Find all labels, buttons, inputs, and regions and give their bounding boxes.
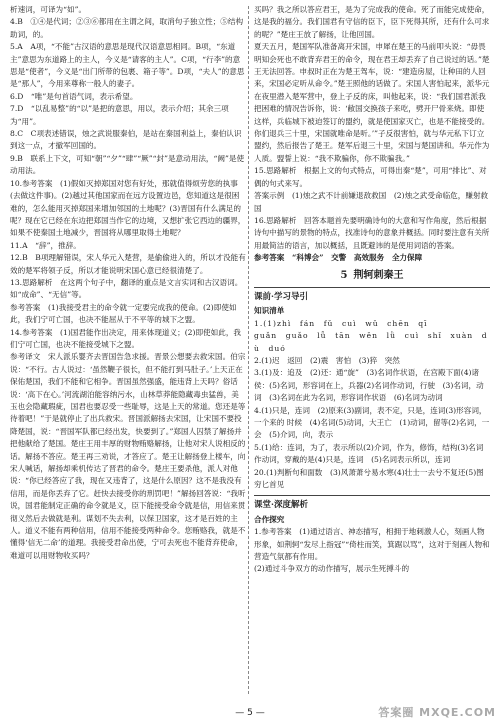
answer-item: 2.(1)迟 返回 (2)震 害怕 (3)猝 突然 bbox=[254, 355, 400, 365]
paragraph: 11.A “辞”，推辞。 bbox=[10, 240, 81, 250]
lesson-number: 5 bbox=[340, 269, 348, 281]
paragraph: 13.思路解析 在这两个句子中，翻译的重点是文言实词和古汉语词。如“成命”、“无信”等。 bbox=[10, 277, 243, 300]
subsection-heading: 知识清单 bbox=[254, 306, 285, 316]
section-heading-in: 课堂·深度解析 bbox=[254, 495, 490, 511]
watermark-logo: 答案圈 MXQE.COM bbox=[378, 706, 496, 719]
column-divider bbox=[248, 6, 249, 694]
paragraph: 买吗？我之所以答应君王，是为了完成我的使命。死了而能完成使命，这是我的福分。我们国君有守信的臣下，臣下死得其所，还有什么可求的呢？”楚庄王放了解扬，让他回国。 bbox=[254, 5, 490, 39]
section-heading-pre: 课前·学习导引 bbox=[254, 287, 490, 303]
answer-item: 3.(1)及：追及 (2)还：通“旋” (3)名词作状语，在宫殿下面(4)诸侯：(5)名词，形容词在上，兵器(2)名词作动词，行驶 (3)名词，动词 (3)名词在此为名词，形容词作状语 (6)名词为动词 bbox=[254, 368, 484, 403]
subsection-heading: 合作探究 bbox=[254, 514, 285, 524]
paragraph: 10.参考答案 (1)假如灭掉郑国对您有好处，那就值得烦劳您的执事(去做这件事)。(2)越过其他国家而在远方设置边邑，您知道这是很困难的，怎么能用灭掉郑国来增加邻国的土地呢？(3)晋国有什么满足的呢？现在它已经在东边把郑国当作它的边境，又想扩张它西边的疆界，如果不使秦国土地减少，晋国将从哪里取得土地呢？ bbox=[10, 178, 246, 238]
paragraph: 1.参考答案 (1)通过语言、神态描写，相拥于地刺激人心，刻画人物形象，如荆轲“发尽上指冠”“倚柱而笑，箕踞以骂”，这对于刻画人物和营造气氛都有作用。 bbox=[254, 527, 490, 562]
paragraph: (2)通过斗争双方的动作描写，展示生死搏斗的 bbox=[254, 564, 410, 574]
paragraph: 答案示例 (1)烛之武不计前嫌退敌救国 (2)烛之武受命临危，赚射救国 bbox=[254, 191, 489, 213]
pinyin-line: 1.(1)zhì fán fǔ cuì wǔ chēn qī bbox=[254, 318, 428, 328]
paragraph: 5.A A项，“不能”古汉语的意思是现代汉语意思相同。B项，“东道主”意思为东道路上的主人，今义是“请客的主人”。C项，“行李”的意思是“使者”，今义是“出门所带的包裹、箱子等”。D项，“夫人”的意思是“那人”，今用来尊称一般人的妻子。 bbox=[10, 42, 245, 89]
paragraph: 12.B B项理解错误，宋人华元入楚营，是偷偷进入的，所以才没能有效的楚军将领子反，所以才能说明宋国心意已经很清楚了。 bbox=[10, 253, 246, 275]
left-column bbox=[10, 4, 246, 562]
paragraph: 14.参考答案 (1)国君能作出决定，用来体现道义；(2)即使如此，我们宁可亡国，也决不能接受城下之盟。 bbox=[10, 327, 242, 349]
pinyin-line: guǎn guǎo lǚ tān wěn lǜ cuì shǐ xuàn dù duó bbox=[254, 331, 488, 353]
paragraph: 4.B ①④是代词；②③⑥都用在主谓之间，取消句子独立性；⑤结构助词，的。 bbox=[10, 17, 244, 39]
paragraph: 6.D “唯”是句首语气词，表示希望。 bbox=[10, 91, 138, 101]
paragraph: 7.D “以乱易整”的“以”是把的意思，用以，表示介绍；其余三项为“用”。 bbox=[10, 104, 229, 126]
lesson-name: 荆轲刺秦王 bbox=[353, 269, 404, 281]
paragraph: 参考答案 (1)我接受君主的命令就一定要完成我的使命。(2)即使如此，我们宁可亡国，也决不能屈从于不平等的城下之盟。 bbox=[10, 302, 237, 325]
paragraph: 参考译文 宋人派乐婴齐去晋国告急求援。晋景公想要去救宋国。伯宗说：“不行。古人说过：‘虽然鞭子很长，但不能打到马肚子。’上天正在保佑楚国，我们不能和它相争。晋国虽然强盛，能违背上天吗？俗话说：‘高下在心。’河流湖泊能容纳污水，山林草莽能隐藏毒虫猛兽，美玉也会隐藏瑕疵，国君也要忍受一些耻辱，这是上天的常道。您还是等待着吧！”于是就停止了出兵救宋。晋国派解扬去宋国，让宋国不要投降楚国，说：“晋国军队都已经出发，快要到了。”郑国人囚禁了解扬并把他献给了楚国。楚庄王用丰厚的财物贿赂解扬，让他对宋人说相反的话。解扬不答应。楚王再三劝说，才答应了。楚王让解扬登上楼车，向宋人喊话，解扬却乘机传达了晋君的命令。楚庄王要杀他，派人对他说：“你已经答应了我，现在又违背了，这是什么原因？这不是我没有信用，而是你丢弃了它。赶快去接受你的刑罚吧！”解扬回答说：“我听说，国君能制定正确的命令就是义，臣下能接受命令就是信，用信来贯彻义然后去做就是利。谋划不失去利，以保卫国家，这才是百姓的主人。道义不能有两种信用，信用不能接受两种命令。您贿赂我，就是不懂得‘信无二命’的道理。我接受君命出使，宁可去死也不能背弃使命，难道可以用财物收买吗？ bbox=[10, 352, 246, 560]
page-number: — 5 — bbox=[235, 708, 265, 718]
paragraph: 15.思路解析 根据上文的句式特点，可得出秦“楚”，可用“排比”、对偶的句式来写。 bbox=[254, 166, 487, 188]
right-column bbox=[254, 4, 490, 576]
answer-item: 4.(1)只是，连词 (2)原来(3)副词，表不定，只是，连词(3)形容词，一个来的 时候 (4)名词(5)动词，大王亡 (1)动词，留等(2)名词，一会 (5)介词，向，表示 bbox=[254, 405, 490, 440]
paragraph: 9.B 联系上下文，可知“朝”“夕”“肆”“厥”“封”是意动用法，“阙”是使动用法。 bbox=[10, 153, 245, 176]
answer-item: 5.(1)给：连词，为了，表示所以(2)介词，作为，修饰，结构(3)名词作动词，穿戴的是(4)只是，连词 (5)名词表示所以，连词 bbox=[254, 442, 484, 465]
paragraph: 16.思路解析 回答本题首先要明确诗句的大意和写作角度，然后根据诗句中描写的景物的特点，找准诗句的意象并概括。同时要注意有关所用最简洁的语言，加以概括，且既避讳的是使用词语的答案。 bbox=[254, 215, 490, 250]
lesson-title bbox=[254, 270, 490, 282]
paragraph: 参考答案 “科博会” 交警 高效服务 全力保障 bbox=[254, 253, 423, 263]
answer-item: 20.(1)判断句和面数 (3)风萧萧兮易水寒(4)壮士一去兮不复还(5)图穷匕首见 bbox=[254, 467, 484, 490]
paragraph: 夏天五月，楚国军队准备离开宋国，申犀在楚王的马前叩头说：“毋畏明知会死也不敢背弃君王的命令，现在君王却丢弃了自己说过的话。”楚王无法回答。申叔时正在为楚王驾车，说：“建造房屋，让种田的人回来，宋国必定听从命令。”楚王照他的话做了。宋国人害怕起来，派华元在夜里潜入楚军营中，登上子反的床，叫他起来，说：“我们国君派我把困难的情况告诉你，说：‘敝国交换孩子来吃，劈开尸骨来烧。即使这样，兵临城下被迫签订的盟约，就是使国家灭亡，也是不能接受的。你们退兵三十里，宋国就唯命是听。’”子反很害怕，就与华元私下订立盟约，然后报告了楚王。楚军后退三十里，宋国与楚国讲和。华元作为人质。盟誓上说：“我不欺骗你，你不欺骗我。” bbox=[254, 42, 490, 163]
paragraph: 8.C C项表述错误，烛之武说服秦伯，是站在秦国利益上，秦伯认识到这一点，才撤军回国的。 bbox=[10, 129, 242, 151]
paragraph: 析速词，可译为“如”。 bbox=[10, 5, 87, 14]
